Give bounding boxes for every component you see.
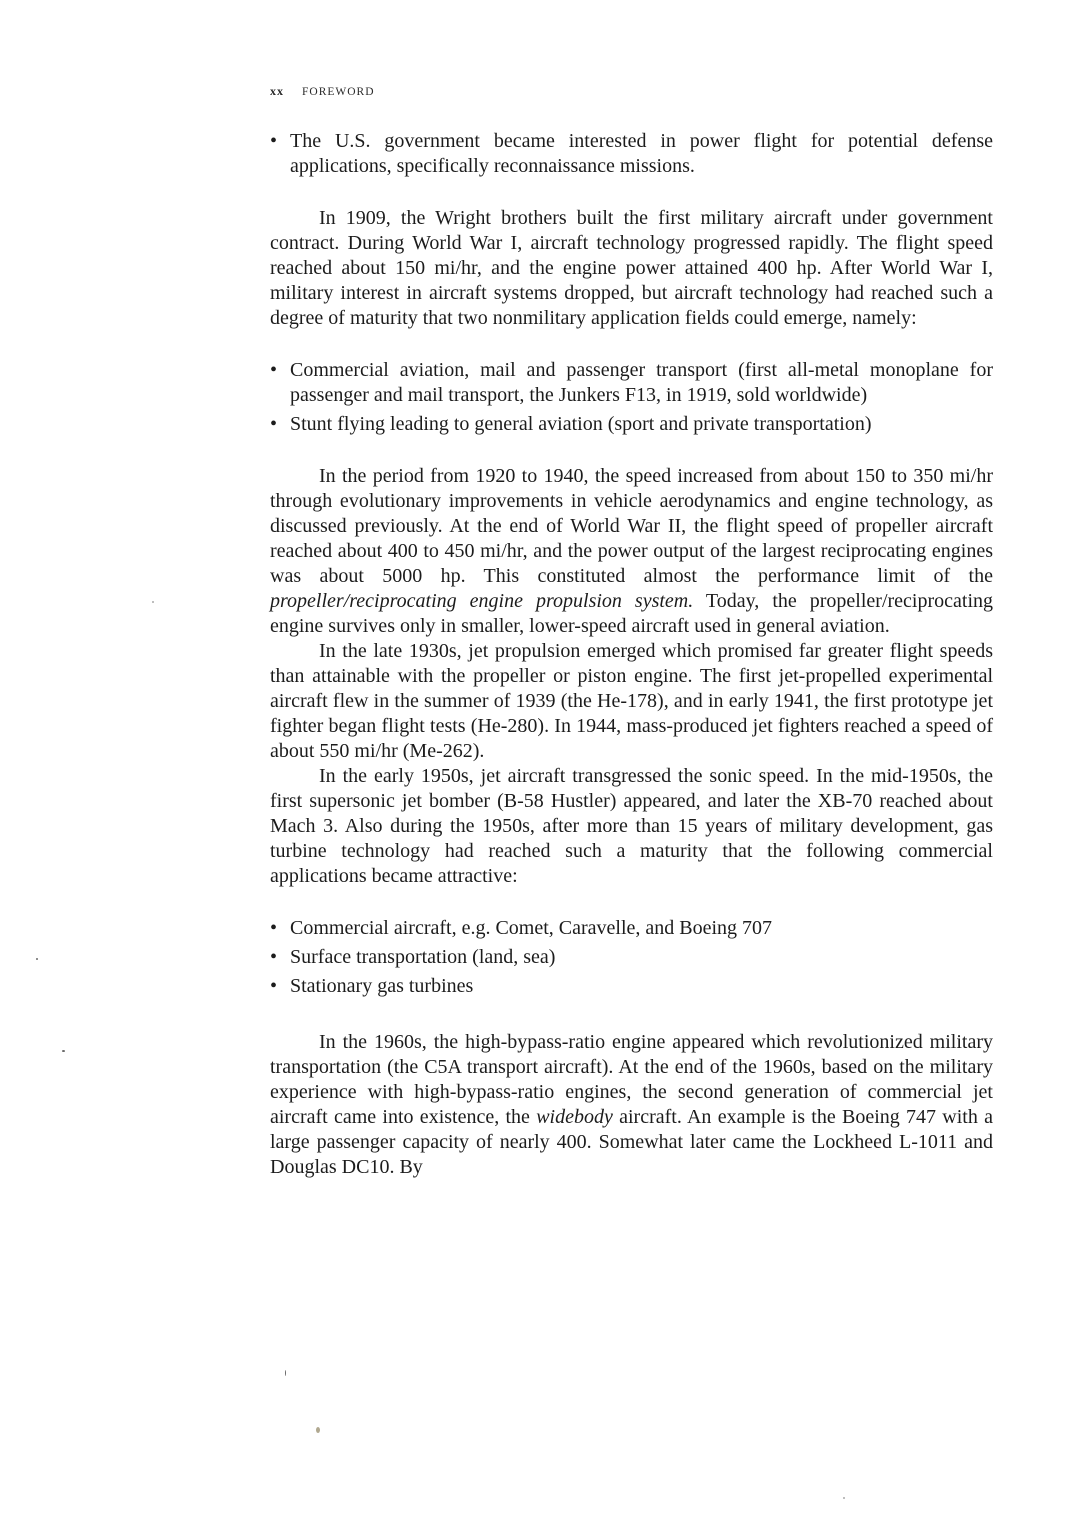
scan-speck — [36, 958, 38, 960]
list-item: • Surface transportation (land, sea) — [270, 945, 993, 970]
paragraph-3: In the late 1930s, jet propulsion emerged which promised far greater flight speeds than attainable with the propeller or piston engine. The first jet-propelled experimental aircraft flew in the summer of 1939 (the He-178), and in early 1941, the first prototype jet fighter began flight tests (He-280). In 1944, mass-produced jet fighters reached a speed of about 550 mi/hr (Me-262). — [270, 640, 993, 762]
paragraph-1: In 1909, the Wright brothers built the first military aircraft under government contract. During World War I, aircraft technology progressed rapidly. The flight speed reached about 150 mi/hr, and the engine power attained 400 hp. After World War I, military interest in aircraft systems dropped, but aircraft technology had reached such a degree of maturity that two nonmilitary application fields could emerge, namely: — [270, 207, 993, 329]
scan-speck — [62, 1050, 65, 1052]
paragraph-5-emphasis: widebody — [536, 1106, 613, 1128]
section-title: FOREWORD — [302, 86, 375, 98]
page-number: xx — [270, 84, 284, 98]
list-item: • Commercial aviation, mail and passenger transport (first all-metal monoplane for passenger and mail transport, the Junkers F13, in 1919, sold worldwide) — [270, 358, 993, 408]
paragraph-5 — [270, 1030, 993, 1180]
list-item: • Commercial aircraft, e.g. Comet, Caravelle, and Boeing 707 — [270, 916, 993, 941]
paragraph-2-text-b: Today, the propeller/reciprocating engine survives only in smaller, lower-speed aircraft used in general aviation. — [270, 590, 994, 637]
list-item: • Stationary gas turbines — [270, 974, 993, 999]
scan-speck — [285, 1370, 286, 1376]
scan-speck — [316, 1427, 320, 1433]
bullet-list-3 — [270, 916, 993, 999]
paragraph-5-text-a: In the 1960s, the high-bypass-ratio engine appeared which revolutionized military transportation (the C5A transport aircraft). At the end of the 1960s, based on the military experience with high-bypass-ratio engines, the second generation of commercial jet aircraft came into existence, the — [270, 1031, 993, 1128]
bullet-list-2 — [270, 358, 993, 437]
paragraph-2-emphasis: propeller/reciprocating engine propulsion system. — [270, 590, 694, 612]
scan-speck — [843, 1497, 845, 1499]
body-text — [270, 129, 993, 1180]
list-item: • Stunt flying leading to general aviation (sport and private transportation) — [270, 412, 993, 437]
bullet-list-1 — [270, 129, 993, 179]
page — [270, 84, 993, 1180]
paragraph-4: In the early 1950s, jet aircraft transgressed the sonic speed. In the mid-1950s, the first supersonic jet bomber (B-58 Hustler) appeared, and later the XB-70 reached about Mach 3. Also during the 1950s, after more than 15 years of military development, gas turbine technology had reached such a maturity that the following commercial applications became attractive: — [270, 765, 993, 887]
scan-speck — [152, 601, 154, 603]
paragraph-5-text-b: aircraft. An example is the Boeing 747 with a large passenger capacity of nearly 400. Somewhat later came the Lockheed L-1011 and Douglas DC10. By — [270, 1106, 993, 1178]
list-item: • The U.S. government became interested in power flight for potential defense applications, specifically reconnaissance missions. — [270, 129, 993, 179]
paragraph-2 — [270, 464, 993, 639]
running-head — [270, 84, 993, 99]
paragraph-2-text-a: In the period from 1920 to 1940, the speed increased from about 150 to 350 mi/hr through evolutionary improvements in vehicle aerodynamics and engine technology, as discussed previously. At the end of World War II, the flight speed of propeller aircraft reached about 400 to 450 mi/hr, and the power output of the largest reciprocating engines was about 5000 hp. This constituted almost the performance limit of the — [270, 465, 993, 587]
